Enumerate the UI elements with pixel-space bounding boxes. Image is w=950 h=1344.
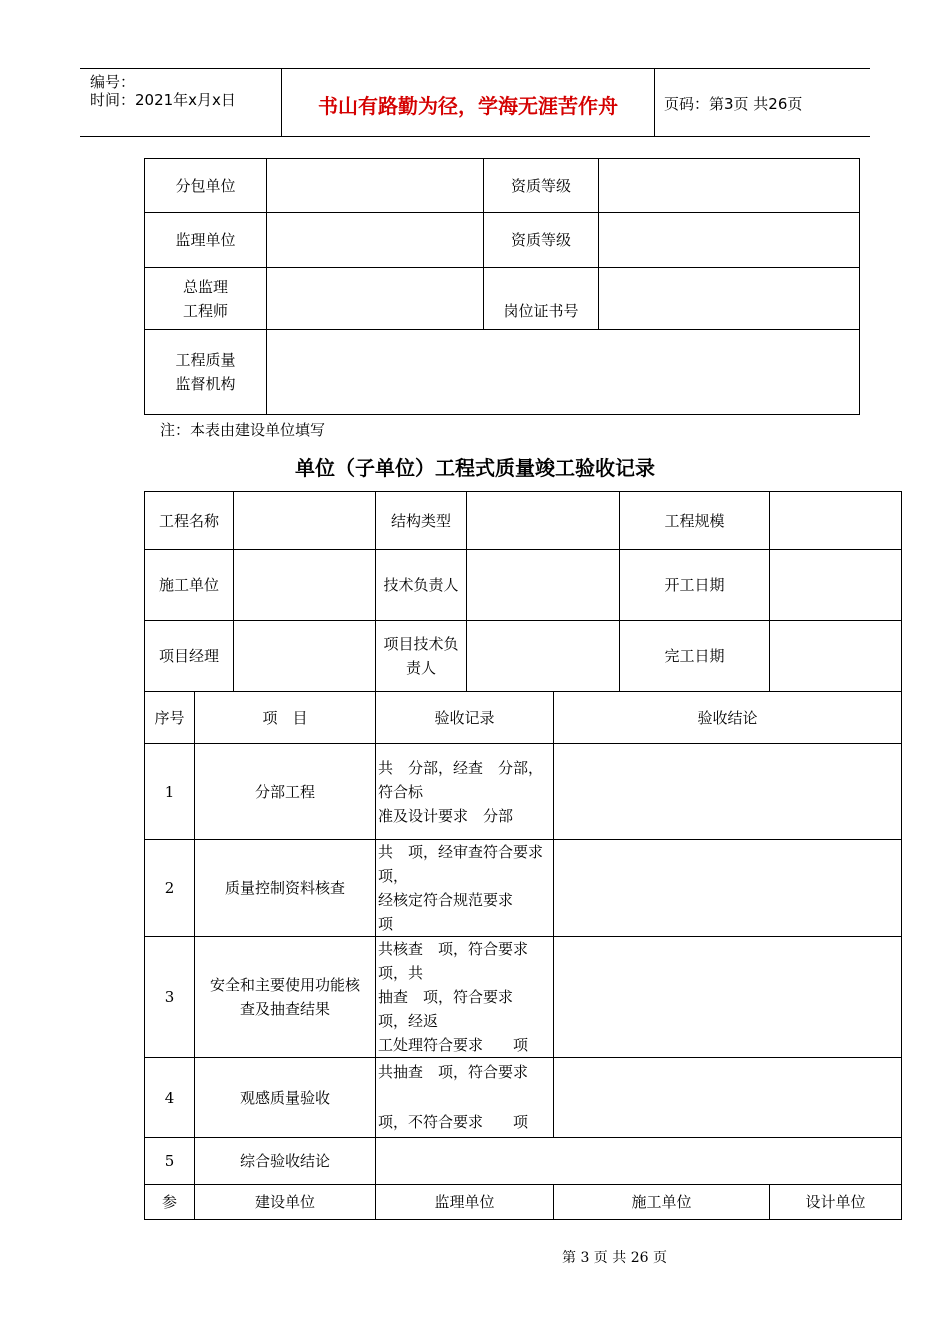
chief-supervisor-value	[267, 268, 484, 330]
row-seq: 5	[145, 1138, 195, 1185]
row-item: 综合验收结论	[195, 1138, 376, 1185]
start-date-value	[770, 550, 902, 621]
quality-agency-line-1: 工程质量	[175, 351, 236, 369]
tech-lead-value	[467, 550, 620, 621]
sign-supervisor-unit: 监理单位	[376, 1185, 554, 1220]
row-conclusion	[554, 744, 902, 840]
page-footer: 第 3 页 共 26 页	[562, 1250, 667, 1266]
sign-builder-unit: 施工单位	[554, 1185, 770, 1220]
qualification-label-1: 资质等级	[484, 159, 599, 213]
row-item: 观感质量验收	[195, 1058, 376, 1138]
project-scale-value	[770, 492, 902, 550]
supervision-unit-label: 监理单位	[145, 213, 267, 268]
project-manager-label: 项目经理	[145, 621, 234, 692]
row-item: 质量控制资料核查	[195, 840, 376, 937]
tech-lead-label: 技术负责人	[376, 550, 467, 621]
main-title: 单位（子单位）工程式质量竣工验收记录	[295, 456, 655, 480]
project-name-label: 工程名称	[145, 492, 234, 550]
row-item-line: 查及抽查结果	[240, 1000, 331, 1018]
project-tech-lead-value	[467, 621, 620, 692]
row-conclusion	[554, 1058, 902, 1138]
chief-supervisor-line-2: 工程师	[182, 301, 228, 320]
project-manager-value	[234, 621, 376, 692]
row-record-line: 工处理符合要求 项	[378, 1036, 529, 1054]
construction-unit-value	[234, 550, 376, 621]
project-name-value	[234, 492, 376, 550]
row-record-line: 共 项，经审查符合要求 项，	[378, 843, 559, 885]
construction-unit-label: 施工单位	[145, 550, 234, 621]
header-divider-right	[654, 68, 655, 136]
header-bottom-rule	[80, 136, 870, 137]
signature-row	[145, 1185, 902, 1220]
row-conclusion	[554, 840, 902, 937]
table-row	[145, 1058, 902, 1138]
row-record-line: 抽查 项，符合要求 项，经返	[378, 988, 529, 1030]
row-record	[376, 937, 554, 1058]
row-conclusion	[376, 1138, 902, 1185]
header-motto: 书山有路勤为径，学海无涯苦作舟	[318, 94, 618, 118]
qualification-label-2: 资质等级	[484, 213, 599, 268]
project-scale-label: 工程规模	[620, 492, 770, 550]
row-record-line: 共 分部，经查 分部，符合标	[378, 758, 544, 801]
row-record	[376, 840, 559, 937]
project-tech-lead-label	[376, 621, 467, 692]
row-record	[376, 744, 554, 840]
qualification-value-1	[599, 159, 860, 213]
quality-agency-value	[267, 330, 860, 415]
table-note: 注：本表由建设单位填写	[160, 421, 326, 439]
col-header-record: 验收记录	[376, 692, 554, 744]
row-seq: 4	[145, 1058, 195, 1138]
row-record-line: 共抽查 项，符合要求	[378, 1063, 529, 1081]
qualification-value-2	[599, 213, 860, 268]
sign-row-label: 参	[145, 1185, 195, 1220]
row-conclusion	[554, 937, 902, 1058]
sign-owner-unit: 建设单位	[195, 1185, 376, 1220]
supervision-unit-value	[267, 213, 484, 268]
row-record-line: 准及设计要求 分部	[378, 806, 514, 825]
table-row	[145, 937, 902, 1058]
subcontract-unit-label: 分包单位	[145, 159, 267, 213]
row-record	[376, 1058, 554, 1138]
header-time-label: 时间：2021年x月x日	[90, 91, 236, 109]
project-tech-lead-line-1: 项目技术负	[383, 635, 459, 653]
top-info-table	[144, 158, 860, 415]
row-record-line: 经核定符合规范要求 项	[378, 891, 544, 933]
col-header-conclusion: 验收结论	[554, 692, 902, 744]
row-record-spacer	[378, 1084, 553, 1110]
row-record-line: 项，不符合要求 项	[378, 1113, 529, 1131]
row-seq: 3	[145, 937, 195, 1058]
post-cert-no-label: 岗位证书号	[484, 268, 599, 330]
header-code-label: 编号：	[90, 73, 136, 91]
header-page-label: 页码：第3页 共26页	[664, 95, 803, 113]
post-cert-no-value	[599, 268, 860, 330]
table-row	[145, 744, 902, 840]
col-header-item: 项 目	[195, 692, 376, 744]
chief-supervisor-line-1: 总监理	[182, 277, 228, 296]
row-item-line: 安全和主要使用功能核	[210, 976, 361, 994]
acceptance-record-table	[144, 491, 902, 1220]
quality-agency-line-2: 监督机构	[175, 375, 236, 393]
row-item	[195, 937, 376, 1058]
row-item: 分部工程	[195, 744, 376, 840]
quality-agency-label	[145, 330, 267, 415]
structure-type-value	[467, 492, 620, 550]
row-record-line: 共核查 项，符合要求 项，共	[378, 940, 544, 982]
chief-supervisor-label	[145, 268, 267, 330]
subcontract-unit-value	[267, 159, 484, 213]
project-tech-lead-line-2: 责人	[406, 659, 437, 677]
header-top-rule	[80, 68, 870, 69]
structure-type-label: 结构类型	[376, 492, 467, 550]
row-seq: 1	[145, 744, 195, 840]
table-row	[145, 1138, 902, 1185]
col-header-seq: 序号	[145, 692, 195, 744]
finish-date-label: 完工日期	[620, 621, 770, 692]
finish-date-value	[770, 621, 902, 692]
table-row	[145, 840, 902, 937]
start-date-label: 开工日期	[620, 550, 770, 621]
row-seq: 2	[145, 840, 195, 937]
sign-designer-unit: 设计单位	[770, 1185, 902, 1220]
